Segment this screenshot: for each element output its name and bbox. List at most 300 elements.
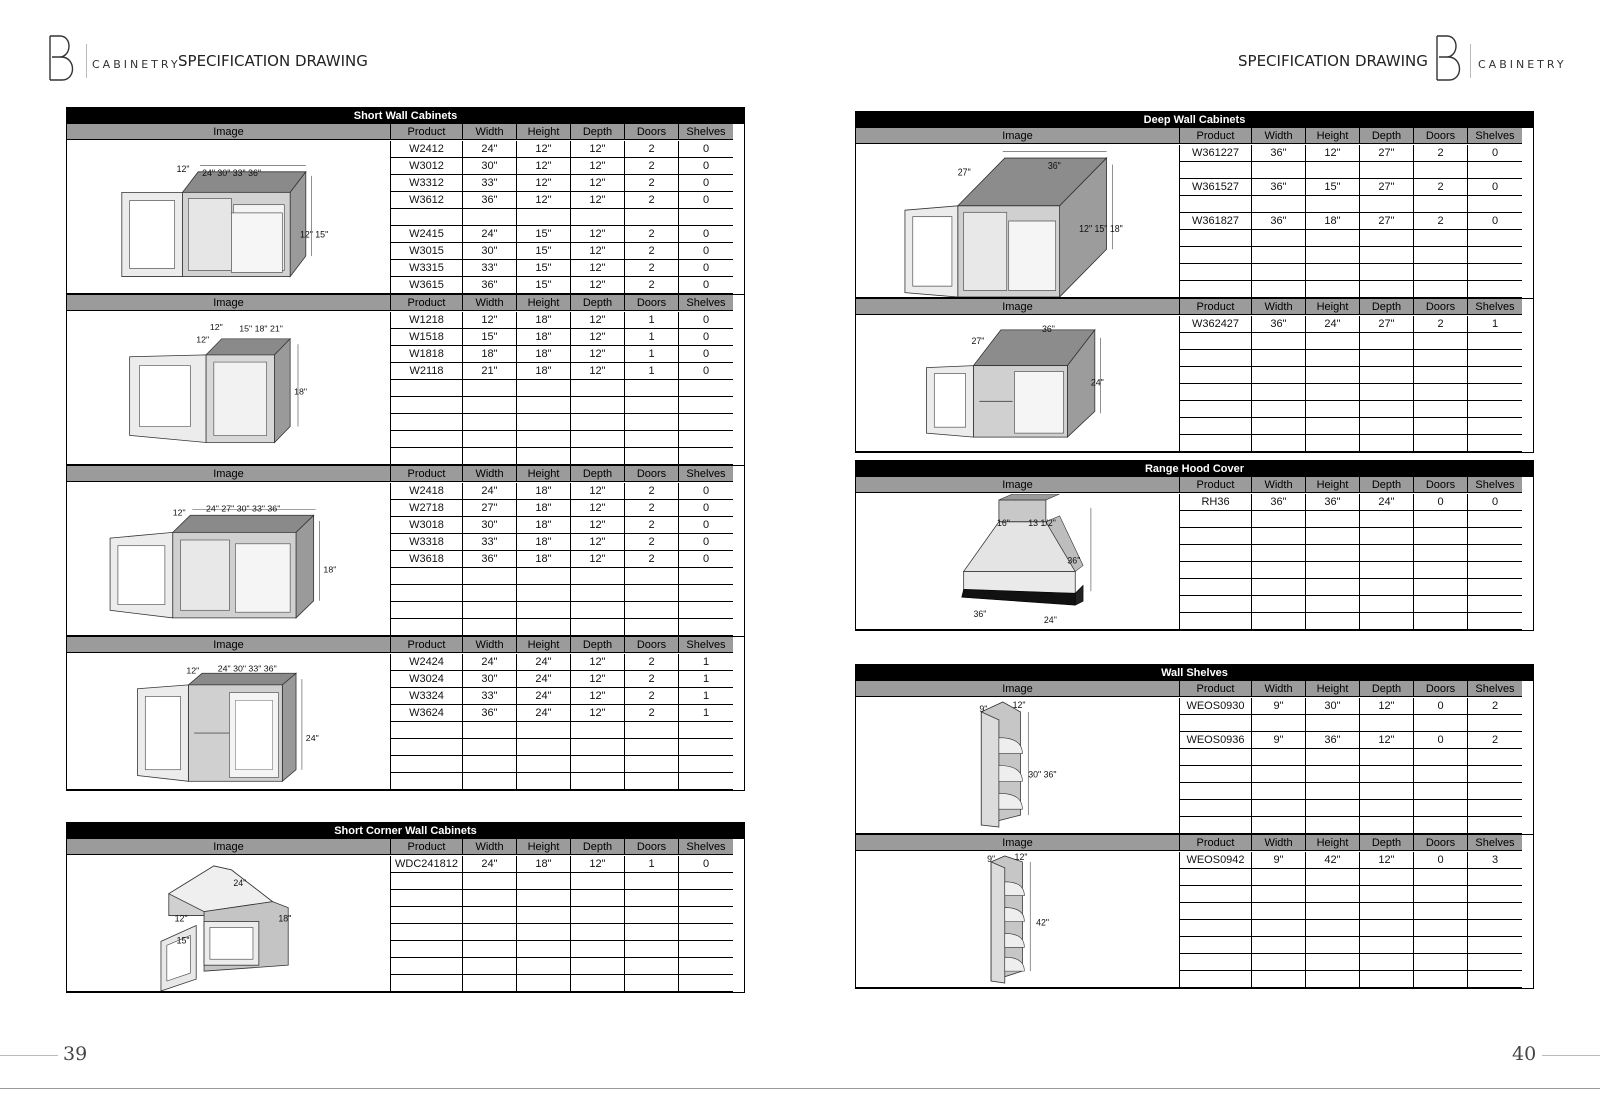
spec-table-block (855, 477, 1534, 631)
table-cell (625, 873, 679, 890)
table-cell: 36" (1252, 145, 1306, 162)
table-cell (571, 448, 625, 465)
table-cell (1414, 196, 1468, 213)
table-cell (625, 414, 679, 431)
table-cell: 30" (463, 671, 517, 688)
table-cell (517, 924, 571, 941)
table-cell (1306, 579, 1360, 596)
table-cell (1306, 971, 1360, 988)
table-cell (571, 380, 625, 397)
table-cell: 0 (1414, 698, 1468, 715)
table-cell (1180, 937, 1252, 954)
table-cell: 2 (625, 551, 679, 568)
table-cell: WDC241812 (391, 856, 463, 873)
table-cell (679, 722, 733, 739)
dimension-label-h: 36" (1067, 555, 1081, 566)
table-cell (1414, 281, 1468, 298)
table-cell: 33" (463, 260, 517, 277)
column-header-width: Width (463, 295, 517, 311)
table-cell: 0 (679, 346, 733, 363)
column-header-shelves: Shelves (1468, 477, 1522, 493)
column-header-image: Image (67, 637, 391, 653)
column-header-depth: Depth (571, 637, 625, 653)
table-cell (1360, 384, 1414, 401)
table-cell (1414, 903, 1468, 920)
table-cell (1360, 162, 1414, 179)
table-cell (391, 941, 463, 958)
table-cell: W1218 (391, 312, 463, 329)
dimension-label-w: 36" (1047, 160, 1061, 171)
table-cell (1252, 247, 1306, 264)
table-cell (1306, 384, 1360, 401)
table-cell (571, 958, 625, 975)
table-cell (625, 756, 679, 773)
table-cell: 30" (1306, 698, 1360, 715)
table-cell: 1 (625, 346, 679, 363)
table-cell: 36" (1306, 732, 1360, 749)
cabinet-drawing (67, 141, 391, 294)
column-header-height: Height (1306, 128, 1360, 144)
table-cell (1252, 384, 1306, 401)
table-cell: W3324 (391, 688, 463, 705)
table-cell (1252, 920, 1306, 937)
table-cell: 36" (1252, 316, 1306, 333)
table-cell: 30" (463, 243, 517, 260)
cabinet-drawing (67, 654, 391, 790)
table-cell (679, 975, 733, 992)
column-header-product: Product (391, 124, 463, 140)
table-cell: 2 (625, 260, 679, 277)
column-header-height: Height (517, 466, 571, 482)
table-cell (1180, 903, 1252, 920)
table-cell: 12" (571, 346, 625, 363)
table-cell (517, 619, 571, 636)
column-header-product: Product (1180, 477, 1252, 493)
dimension-label-d: 27" (957, 166, 971, 178)
table-cell (1180, 800, 1252, 817)
table-cell (1360, 333, 1414, 350)
table-cell (1414, 971, 1468, 988)
table-cell: 0 (679, 551, 733, 568)
table-cell (1468, 613, 1522, 630)
table-cell (571, 209, 625, 226)
deep-wall-cabinets-section (855, 111, 1534, 453)
table-cell (517, 585, 571, 602)
table-cell: 24" (463, 226, 517, 243)
table-cell: 18" (517, 534, 571, 551)
cabinet-drawing (67, 856, 391, 992)
table-cell: 12" (571, 158, 625, 175)
table-cell (1306, 350, 1360, 367)
table-cell: 2 (625, 534, 679, 551)
table-cell: 18" (517, 346, 571, 363)
table-cell (1306, 869, 1360, 886)
table-cell (1306, 162, 1360, 179)
table-cell (1252, 749, 1306, 766)
table-cell (1360, 247, 1414, 264)
table-cell (1252, 562, 1306, 579)
table-cell (571, 722, 625, 739)
table-cell (1360, 281, 1414, 298)
table-cell (679, 907, 733, 924)
column-header-width: Width (1252, 835, 1306, 851)
table-cell (1360, 579, 1414, 596)
dimension-label-d: 12" (1012, 699, 1026, 710)
table-cell (391, 619, 463, 636)
table-cell (1414, 715, 1468, 732)
table-cell: 36" (463, 192, 517, 209)
table-cell (1180, 886, 1252, 903)
table-cell (1252, 333, 1306, 350)
table-cell (463, 890, 517, 907)
table-cell (463, 975, 517, 992)
table-cell (1306, 435, 1360, 452)
table-cell (391, 975, 463, 992)
table-cell: 30" (463, 158, 517, 175)
table-cell: 12" (571, 688, 625, 705)
table-cell (625, 602, 679, 619)
table-cell (1468, 800, 1522, 817)
spec-table-block (66, 466, 745, 637)
table-cell (1414, 511, 1468, 528)
dimension-label-w: 15" 18" 21" (239, 324, 283, 334)
brand-logo-icon-right (1433, 34, 1467, 82)
table-cell (1180, 511, 1252, 528)
table-cell (1360, 954, 1414, 971)
table-cell (1468, 749, 1522, 766)
table-cell (1468, 196, 1522, 213)
column-header-width: Width (463, 839, 517, 855)
column-header-image: Image (67, 466, 391, 482)
table-cell: 2 (625, 500, 679, 517)
table-cell (1468, 869, 1522, 886)
column-header-width: Width (1252, 128, 1306, 144)
table-cell: 15" (517, 226, 571, 243)
table-cell (391, 890, 463, 907)
footer-line-right (1542, 1055, 1600, 1056)
table-cell: 12" (571, 312, 625, 329)
table-cell (1414, 350, 1468, 367)
column-header-shelves: Shelves (679, 466, 733, 482)
table-cell (1306, 562, 1360, 579)
table-cell (1360, 783, 1414, 800)
table-cell (1252, 418, 1306, 435)
table-cell (1414, 264, 1468, 281)
dimension-label-w: 24" 27" 30" 33" 36" (205, 503, 281, 514)
table-cell (679, 585, 733, 602)
table-cell: W1818 (391, 346, 463, 363)
table-cell (1252, 281, 1306, 298)
table-cell: 18" (517, 483, 571, 500)
table-cell: 0 (1468, 145, 1522, 162)
dimension-label-h: 24" (1090, 377, 1104, 388)
table-cell (571, 568, 625, 585)
table-cell: 12" (571, 226, 625, 243)
table-cell (1414, 817, 1468, 834)
table-cell: 0 (1414, 732, 1468, 749)
table-cell: 12" (517, 158, 571, 175)
column-header-doors: Doors (625, 839, 679, 855)
table-cell (391, 448, 463, 465)
table-cell (1414, 800, 1468, 817)
table-cell: 12" (571, 671, 625, 688)
table-cell: 1 (679, 671, 733, 688)
table-cell: 12" (517, 175, 571, 192)
dimension-label-w: 9" (987, 853, 996, 864)
table-cell (1414, 230, 1468, 247)
cabinet-drawing (856, 316, 1180, 452)
table-cell (679, 602, 733, 619)
column-header-depth: Depth (571, 124, 625, 140)
column-header-doors: Doors (1414, 681, 1468, 697)
table-cell (625, 209, 679, 226)
spec-table-block (855, 128, 1534, 299)
table-cell (625, 773, 679, 790)
table-cell (1180, 766, 1252, 783)
table-cell (1414, 766, 1468, 783)
table-cell (1180, 971, 1252, 988)
table-cell (1180, 954, 1252, 971)
table-cell: 1 (625, 312, 679, 329)
column-header-width: Width (463, 637, 517, 653)
table-cell (1468, 903, 1522, 920)
table-cell (463, 756, 517, 773)
table-cell: 12" (571, 192, 625, 209)
table-cell (391, 209, 463, 226)
table-cell (1414, 435, 1468, 452)
table-cell (1468, 937, 1522, 954)
table-cell: 18" (463, 346, 517, 363)
brand-logo-icon (46, 34, 80, 82)
table-cell: 24" (1306, 316, 1360, 333)
table-cell: 12" (571, 517, 625, 534)
table-cell (463, 722, 517, 739)
table-cell (1252, 230, 1306, 247)
cabinet-drawing (67, 483, 391, 636)
table-cell (517, 431, 571, 448)
table-cell (1306, 749, 1360, 766)
table-cell (1360, 528, 1414, 545)
table-cell: 12" (571, 551, 625, 568)
dimension-label-d: 12" (1014, 852, 1028, 862)
table-cell (625, 907, 679, 924)
table-cell (1360, 715, 1414, 732)
column-header-height: Height (517, 295, 571, 311)
table-cell: 18" (517, 551, 571, 568)
column-header-doors: Doors (1414, 835, 1468, 851)
table-cell (1306, 766, 1360, 783)
table-cell (679, 380, 733, 397)
table-cell (1252, 528, 1306, 545)
spec-table-block (66, 637, 745, 791)
table-cell (1306, 528, 1360, 545)
table-cell: 24" (517, 688, 571, 705)
table-cell: 2 (1414, 145, 1468, 162)
table-cell: 12" (571, 534, 625, 551)
table-cell (1306, 613, 1360, 630)
table-cell: 36" (1252, 494, 1306, 511)
column-header-height: Height (517, 124, 571, 140)
column-header-width: Width (463, 466, 517, 482)
table-cell: RH36 (1180, 494, 1252, 511)
table-cell (1360, 766, 1414, 783)
table-cell (1252, 937, 1306, 954)
table-cell: W3318 (391, 534, 463, 551)
table-cell (1468, 367, 1522, 384)
table-cell (1306, 230, 1360, 247)
short-corner-wall-cabinets-section (66, 822, 745, 993)
section-title: Range Hood Cover (855, 460, 1534, 477)
table-cell (1414, 367, 1468, 384)
column-header-product: Product (1180, 299, 1252, 315)
table-cell (517, 568, 571, 585)
spec-table-block (66, 295, 745, 466)
table-cell: WEOS0936 (1180, 732, 1252, 749)
table-cell: 2 (1468, 732, 1522, 749)
table-cell (1306, 715, 1360, 732)
table-cell: 2 (625, 243, 679, 260)
table-cell (1468, 281, 1522, 298)
table-cell (1180, 596, 1252, 613)
table-cell (1306, 418, 1360, 435)
table-cell (1468, 920, 1522, 937)
table-cell (1252, 435, 1306, 452)
table-cell: W2415 (391, 226, 463, 243)
table-cell (679, 756, 733, 773)
table-cell: 1 (625, 329, 679, 346)
table-cell (679, 448, 733, 465)
table-cell (1252, 800, 1306, 817)
table-cell (391, 568, 463, 585)
table-cell (1180, 230, 1252, 247)
spec-table-block (66, 839, 745, 993)
table-cell: 2 (625, 175, 679, 192)
table-cell (1414, 401, 1468, 418)
table-cell (1360, 596, 1414, 613)
page-bottom-rule (0, 1088, 1600, 1089)
table-cell: 15" (463, 329, 517, 346)
table-cell: 30" (463, 517, 517, 534)
column-header-product: Product (391, 466, 463, 482)
table-cell: 2 (625, 705, 679, 722)
table-cell: 2 (625, 226, 679, 243)
table-cell (391, 924, 463, 941)
section-title: Deep Wall Cabinets (855, 111, 1534, 128)
table-cell: 15" (1306, 179, 1360, 196)
spec-table-block (66, 124, 745, 295)
dimension-label-w: 9" (979, 703, 988, 714)
table-cell: 2 (625, 483, 679, 500)
table-cell (517, 722, 571, 739)
table-cell (679, 958, 733, 975)
table-cell (391, 602, 463, 619)
dimension-label-w: 24" 30" 33" 36" (217, 663, 277, 674)
table-cell (391, 414, 463, 431)
table-cell (571, 602, 625, 619)
table-cell (1360, 937, 1414, 954)
table-cell: W2424 (391, 654, 463, 671)
table-cell (1360, 971, 1414, 988)
table-cell (1252, 886, 1306, 903)
column-header-height: Height (1306, 681, 1360, 697)
table-cell (1306, 511, 1360, 528)
table-cell (1360, 920, 1414, 937)
dimension-label-h: 30" 36" (1028, 769, 1057, 780)
table-cell (1180, 162, 1252, 179)
table-cell (1252, 196, 1306, 213)
table-cell: W1518 (391, 329, 463, 346)
dimension-label-d: 12" (176, 163, 190, 174)
table-cell (391, 431, 463, 448)
table-cell: W2418 (391, 483, 463, 500)
table-cell: 2 (625, 688, 679, 705)
table-cell: 1 (625, 856, 679, 873)
table-cell: 36" (1252, 213, 1306, 230)
table-cell (1360, 264, 1414, 281)
table-cell (517, 958, 571, 975)
table-cell (1414, 920, 1468, 937)
dimension-label-w: 24" 30" 33" 36" (202, 167, 262, 178)
table-cell (1360, 562, 1414, 579)
table-cell: 21" (463, 363, 517, 380)
table-cell (1414, 333, 1468, 350)
table-cell (1414, 418, 1468, 435)
table-cell (1360, 418, 1414, 435)
column-header-product: Product (1180, 128, 1252, 144)
table-cell (1180, 333, 1252, 350)
table-cell (679, 209, 733, 226)
table-cell (1306, 920, 1360, 937)
table-cell (679, 619, 733, 636)
table-cell (1180, 418, 1252, 435)
table-cell (571, 585, 625, 602)
table-cell (1468, 545, 1522, 562)
table-cell (1180, 247, 1252, 264)
table-cell (1306, 333, 1360, 350)
table-cell: 18" (517, 329, 571, 346)
table-cell: W3015 (391, 243, 463, 260)
table-cell (625, 431, 679, 448)
table-cell: 24" (463, 141, 517, 158)
spec-table-block (855, 835, 1534, 989)
table-cell (571, 756, 625, 773)
table-cell (1414, 613, 1468, 630)
table-cell (679, 873, 733, 890)
column-header-width: Width (463, 124, 517, 140)
table-cell (1180, 264, 1252, 281)
column-header-product: Product (1180, 835, 1252, 851)
table-cell (391, 739, 463, 756)
page-title: SPECIFICATION DRAWING (178, 52, 368, 70)
table-cell: 42" (1306, 852, 1360, 869)
table-cell: W3024 (391, 671, 463, 688)
table-cell (679, 941, 733, 958)
page-number-left: 39 (63, 1043, 88, 1065)
table-cell: 18" (1306, 213, 1360, 230)
table-cell: 12" (571, 260, 625, 277)
dimension-label-d2: 15" (176, 935, 190, 946)
table-cell (1360, 230, 1414, 247)
table-cell: 36" (1306, 494, 1360, 511)
table-cell: 2 (1468, 698, 1522, 715)
table-cell: 1 (679, 654, 733, 671)
column-header-height: Height (517, 839, 571, 855)
dimension-label-top1: 16" (996, 517, 1010, 528)
table-cell: 0 (679, 312, 733, 329)
table-cell (391, 873, 463, 890)
table-cell (1414, 937, 1468, 954)
table-cell (517, 773, 571, 790)
